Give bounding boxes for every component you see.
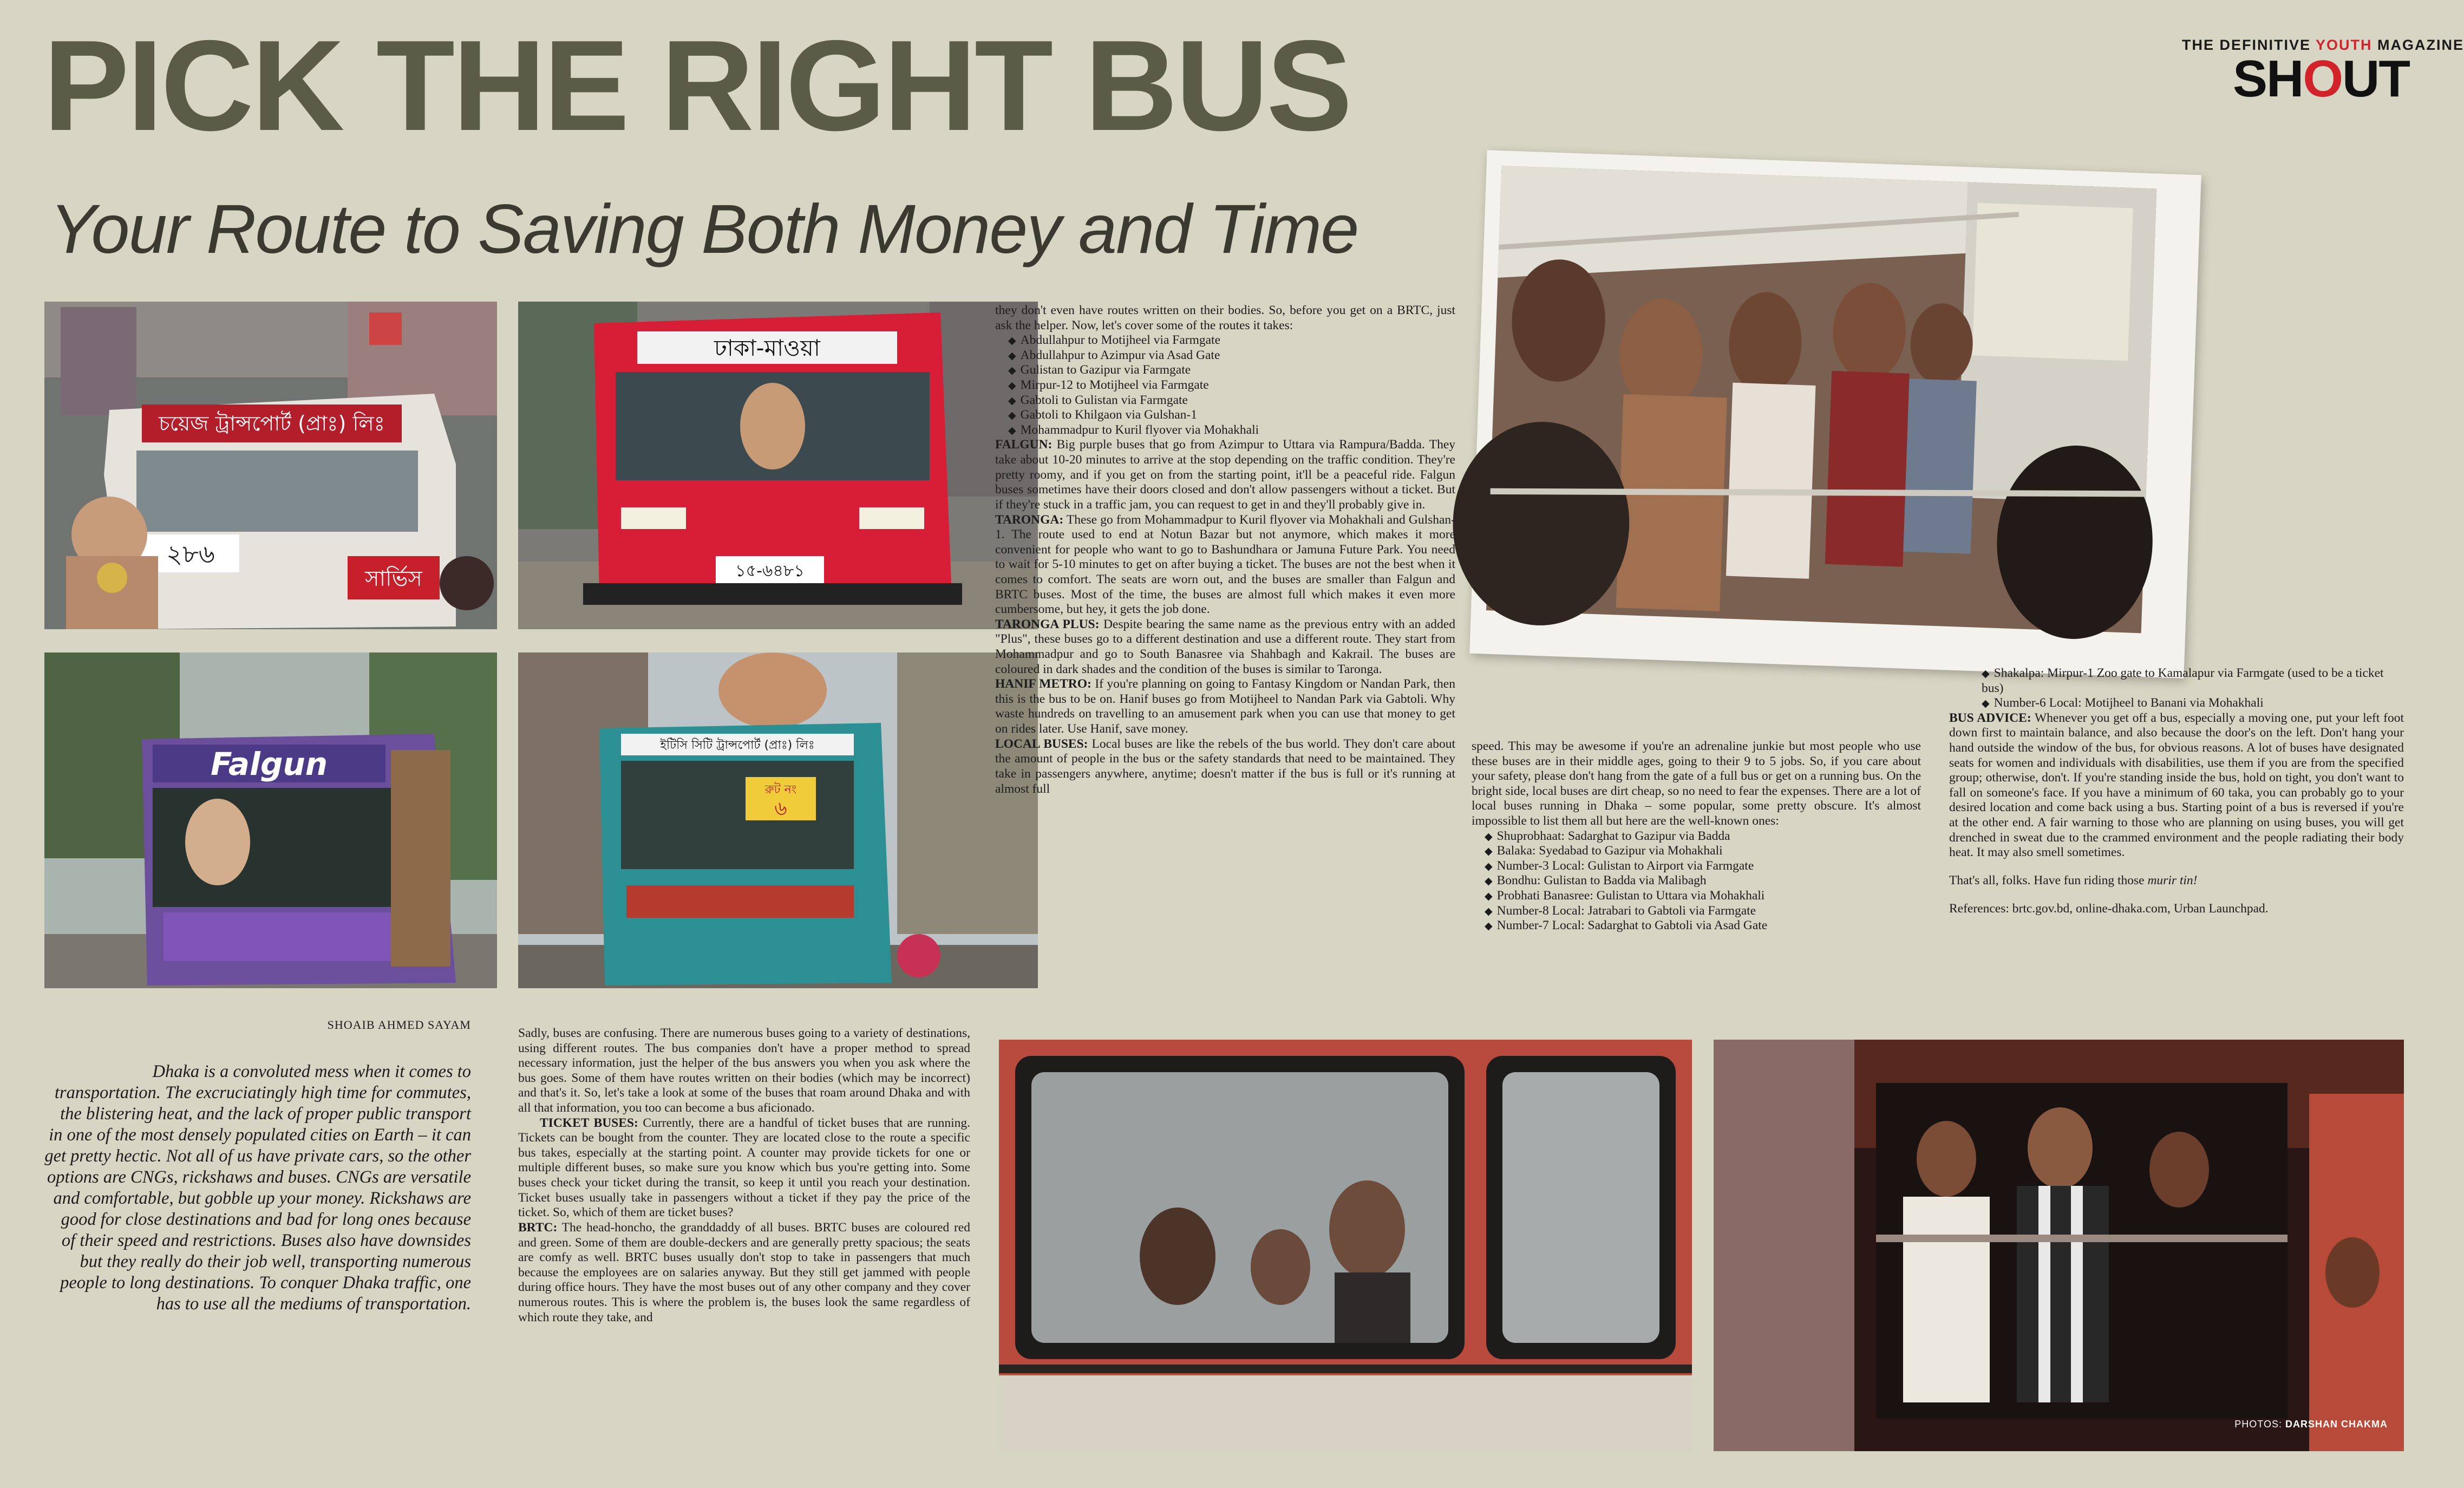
credit-name: DARSHAN CHAKMA: [2285, 1419, 2388, 1430]
local-buses-label: LOCAL BUSES:: [995, 736, 1088, 751]
photo-falgun-bus: [44, 652, 497, 988]
taronga-text: These go from Mohammadpur to Kuril flyover via Mohakhali and Gulshan-1. The route used to end at Notun Bazar but not anymore, which makes it more convenient for people who want to go to Bashundhara or Jamuna Future Park. You need to wait for 5-10 minutes to get on after buying a ticket. The buses are not the best when it comes to comfort. The seats are worn out, and the buses are smaller than Falgun and BRTC buses. Most of the time, the buses are almost full which makes it even more cumbersome, but hey, it gets the job done.: [995, 512, 1455, 617]
list-item: ◆ Shakalpa: Mirpur-1 Zoo gate to Kamalapur via Farmgate (used to be a ticket bus): [1982, 666, 2404, 696]
taronga-plus-text: Despite bearing the same name as the previous entry with an added "Plus", these buses go to a different destination and use a different route. They start from Mohammadpur and go to South Banasree via Shahbagh and Kakrail. The buses are coloured in dark shades and the condition of the buses is similar to Taronga.: [995, 617, 1455, 676]
more-local-routes-list: [1949, 666, 2404, 711]
article-column-4: [1949, 666, 2404, 916]
photo-teal-bus: [518, 652, 1038, 988]
logo-pre: SH: [2233, 50, 2303, 108]
list-item: ◆ Mohammadpur to Kuril flyover via Mohakhali: [1008, 423, 1455, 438]
bus1-door: সার্ভিস: [365, 566, 422, 591]
col2-local-buses: [995, 737, 1455, 797]
hanif-metro-text: If you're planning on going to Fantasy Kingdom or Nandan Park, then this is the bus to be on. Hanif buses go from Motijheel to Nandan Park via Gabtoli. Why waste hundreds on travelling to an amusement park when you can use that money to get on rides later. Use Hanif, save money.: [995, 677, 1455, 736]
bus1-number: ২৮৬: [166, 539, 215, 569]
bus4-route: রুট নং: [764, 783, 797, 797]
photo-white-bus: [44, 302, 497, 629]
list-item: ◆ Mirpur-12 to Motijheel via Farmgate: [1008, 378, 1455, 393]
list-item: ◆ Gabtoli to Gulistan via Farmgate: [1008, 393, 1455, 408]
closing-emphasis: murir tin!: [2147, 873, 2198, 887]
bus4-sign: ইটিসি সিটি ট্রান্সপোর্ট (প্রাঃ) লিঃ: [660, 739, 815, 752]
credit-label: PHOTOS:: [2234, 1419, 2282, 1430]
list-item: ◆ Number-7 Local: Sadarghat to Gabtoli via Asad Gate: [1485, 918, 1921, 934]
photo-red-bus: [518, 302, 1038, 629]
list-item: ◆ Number-8 Local: Jatrabari to Gabtoli via Farmgate: [1485, 904, 1921, 919]
bus2-plate: ১৫-৬৪৮১: [735, 562, 805, 580]
photo-bus-window-rain: [999, 1040, 1692, 1451]
bus1-sign: চয়েজ ট্রান্সপোর্ট (প্রাঃ) লিঃ: [159, 412, 385, 435]
tagline-post: MAGAZINE: [2377, 37, 2464, 53]
article-column-1: [518, 1026, 970, 1325]
photo-credit: [2220, 1419, 2388, 1430]
brtc-routes-list: [995, 333, 1455, 438]
photo-crowded-bus-interior: [1469, 150, 2201, 678]
list-item: ◆ Number-6 Local: Motijheel to Banani via Mohakhali: [1982, 696, 2404, 711]
photo-night-bus-window: [1714, 1040, 2404, 1451]
col2-hanif-metro: [995, 677, 1455, 736]
col2-taronga-plus: [995, 617, 1455, 677]
local-buses-text: Local buses are like the rebels of the bus world. They don't care about the amount of people in the bus or the safety standards that need to be maintained. They take in passengers anywhere, anytime; doesn't matter if the bus is full or it's running at almost full: [995, 736, 1456, 796]
col1-ticket-buses: [518, 1116, 970, 1221]
logo-post: UT: [2342, 50, 2409, 108]
hanif-metro-label: HANIF METRO:: [995, 677, 1092, 691]
bus2-sign: ঢাকা-মাওয়া: [714, 335, 820, 361]
bus-advice-label: BUS ADVICE:: [1949, 710, 2031, 725]
falgun-text: Big purple buses that go from Azimpur to Uttara via Rampura/Badda. They take about 10-20 minutes to arrive at the stop depending on the traffic condition. They're pretty roomy, and if you get on from the starting point, it'll be a peaceful ride. Falgun buses sometimes have their doors closed and don't allow passengers without a ticket. But if they're stuck in a traffic jam, you can request to get in and they'll probably give in.: [995, 438, 1455, 512]
bus-advice-text: Whenever you get off a bus, especially a moving one, put your left foot down first to maintain balance, and also because the door's on the left. Don't hang your hand outside the window of the bus, for obvious reasons. A lot of buses have designated seats for women and individuals with disabilities, use them if you are from the specified group; otherwise, don't. If you're standing inside the bus, hold on tight, you don't want to fall on someone's face. If you have a minimum of 60 taka, you can probably go to your desired location and come back using a bus. Starting point of a bus is reversed if you're at the other end. A fair warning to those who are planning on using buses, you will get drenched in sweat due to the crammed environment and the people radiating their body heat. It may also smell sometimes.: [1949, 710, 2404, 860]
magazine-logo: [2182, 50, 2409, 108]
col2-falgun: [995, 438, 1455, 512]
subheadline: Your Route to Saving Both Money and Time: [50, 191, 1358, 268]
intro-paragraph: Dhaka is a convoluted mess when it comes to transportation. The excruciatingly high time for commutes, the blistering heat, and the lack of proper public transport in one of the most densely populated cities on Earth – it can get pretty hectic. Not all of us have private cars, so the other options are CNGs, rickshaws and buses. CNGs are versatile and comfortable, but gobble up your money. Rickshaws are good for close destinations and bad for long ones because of their speed and restrictions. Buses also have downsides but they really do their job well, transporting numerous people to long destinations. To conquer Dhaka traffic, one has to use all the mediums of transportation.: [44, 1062, 471, 1314]
brtc-text: The head-honcho, the granddaddy of all buses. BRTC buses are coloured red and green. Some of them are double-deckers and are generally pretty spacious; the seats are comfy as well. BRTC buses usually don't stop to take in passengers that much because the employees are on salaries anyway. But they still get jammed with people during office hours. They have the most buses out of any other company and they cover numerous routes. This is where the problem is, the buses look the same regardless of which route they take, and: [518, 1220, 970, 1324]
local-routes-list: [1472, 829, 1921, 934]
headline: PICK THE RIGHT BUS: [43, 14, 1350, 158]
taronga-plus-label: TARONGA PLUS:: [995, 617, 1100, 631]
list-item: ◆ Abdullahpur to Azimpur via Asad Gate: [1008, 348, 1455, 363]
byline: SHOAIB AHMED SAYAM: [327, 1018, 471, 1032]
col1-paragraph-1: Sadly, buses are confusing. There are numerous buses going to a variety of destinations, using different routes. The bus companies don't have a proper method to spread necessary information, just the helper of the bus answers you when you ask where the bus goes. Some of them have routes written on their bodies (which may be incorrect) and that's it. So, let's take a look at some of the buses that roam around Dhaka and with all that information, you too can become a bus aficionado.: [518, 1026, 970, 1115]
falgun-label: FALGUN:: [995, 438, 1053, 452]
col1-brtc: [518, 1221, 970, 1325]
col2-paragraph-1: they don't even have routes written on their bodies. So, before you get on a BRTC, just ask the helper. Now, let's cover some of the routes it takes:: [995, 303, 1455, 332]
brtc-label: BRTC:: [518, 1220, 558, 1235]
list-item: ◆ Gabtoli to Khilgaon via Gulshan-1: [1008, 408, 1455, 423]
list-item: ◆ Probhati Banasree: Gulistan to Uttara via Mohakhali: [1485, 889, 1921, 904]
list-item: ◆ Bondhu: Gulistan to Badda via Malibagh: [1485, 873, 1921, 889]
list-item: ◆ Gulistan to Gazipur via Farmgate: [1008, 363, 1455, 378]
ticket-buses-label: TICKET BUSES:: [540, 1115, 638, 1130]
taronga-label: TARONGA:: [995, 512, 1064, 527]
ticket-buses-text: Currently, there are a handful of ticket buses that are running. Tickets can be bought from the counter. They are located close to the route a specific bus takes, especially at the starting point. A counter may provide tickets for one or multiple different buses, so make sure you know which bus you're getting into. Some buses check your ticket during the transit, so keep it until you reach your destination. Ticket buses usually take in passengers without a ticket if they pay the price of the ticket. So, which of them are ticket buses?: [518, 1115, 970, 1220]
tagline-accent: YOUTH: [2316, 37, 2373, 53]
list-item: ◆ Number-3 Local: Gulistan to Airport via Farmgate: [1485, 859, 1921, 874]
list-item: ◆ Balaka: Syedabad to Gazipur via Mohakhali: [1485, 844, 1921, 859]
bus4-number: ৬: [774, 798, 787, 820]
article-column-2: [995, 303, 1455, 797]
bus3-name: Falgun: [210, 746, 328, 782]
list-item: ◆ Shuprobhaat: Sadarghat to Gazipur via Badda: [1485, 829, 1921, 844]
list-item: ◆ Abdullahpur to Motijheel via Farmgate: [1008, 333, 1455, 348]
article-column-3: [1472, 739, 1921, 934]
col4-bus-advice: [1949, 711, 2404, 860]
closing-text: That's all, folks. Have fun riding those: [1949, 873, 2148, 887]
col3-paragraph-1: speed. This may be awesome if you're an adrenaline junkie but most people who use these buses are in their middle ages, going to their 9 to 5 jobs. So, if you care about your safety, please don't hang from the gate of a full bus or get on a running bus. On the bright side, local buses are dirt cheap, so no need to fear the expenses. There are a lot of local buses running in Dhaka – some popular, some pretty obscure. It's almost impossible to list them all but here are the well-known ones:: [1472, 739, 1921, 828]
references: References: brtc.gov.bd, online-dhaka.com, Urban Launchpad.: [1949, 901, 2269, 916]
logo-accent: O: [2303, 50, 2343, 108]
col2-taronga: [995, 513, 1455, 617]
col4-closing: [1949, 873, 2404, 889]
tagline-pre: THE DEFINITIVE: [2182, 37, 2311, 53]
